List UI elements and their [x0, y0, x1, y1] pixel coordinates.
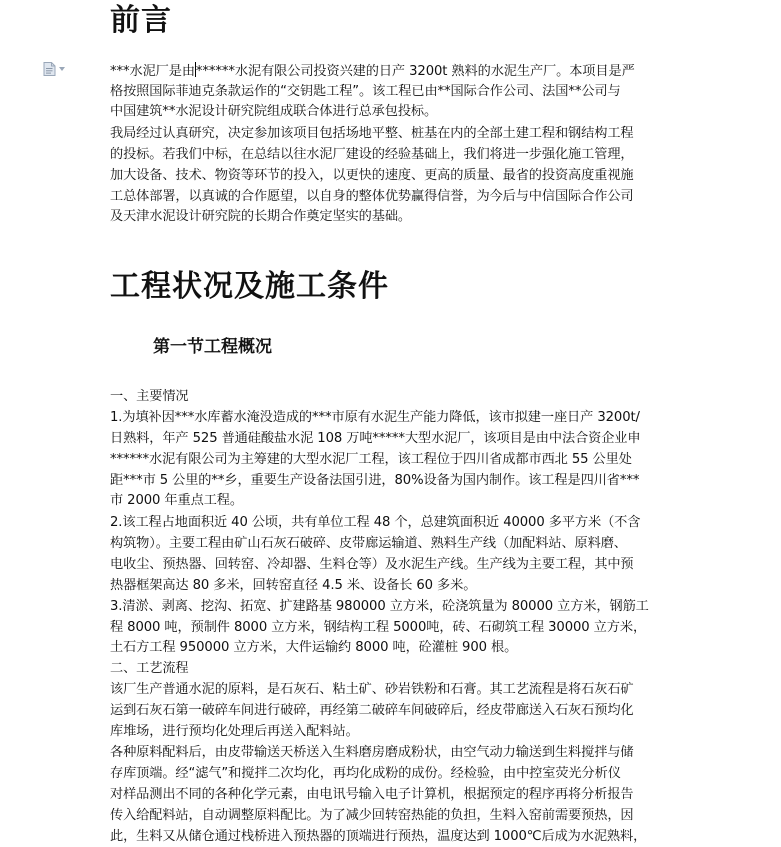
body-line-3: 日熟料，年产 525 普通硅酸盐水泥 108 万吨*****大型水泥厂，该项目是由中法合资企业申	[110, 431, 641, 446]
preface-line-8: 及天津水泥设计研究院的长期合作奠定坚实的基础。	[110, 209, 412, 224]
body-line-22: 此，生料又从储仓通过栈桥进入预热器的顶端进行预热，温度达到 1000℃后成为水泥熟料，	[110, 829, 647, 844]
body-line-11: 3.清淤、剥离、挖沟、拓宽、扩建路基 980000 立方米，砼浇筑量为 80000 立方米，钢筋工	[110, 599, 649, 614]
body-line-16: 运到石灰石第一破碎车间进行破碎，再经第二破碎车间破碎后，经皮带廊送入石灰石预均化	[110, 703, 634, 718]
body-line-14: 二、工艺流程	[110, 661, 189, 676]
body-line-5: 距***市 5 公里的**乡，重要生产设备法国引进，80%设备为国内制作。该工程是四川省***	[110, 473, 640, 488]
body-line-6: 市 2000 年重点工程。	[110, 493, 243, 508]
body-line-17: 库堆场，进行预均化处理后再送入配料站。	[110, 724, 359, 739]
preface-line-5: 的投标。若我们中标，在总结以往水泥厂建设的经验基础上，我们将进一步强化施工管理，	[110, 147, 634, 162]
body-line-10: 热器框架高达 80 多米，回转窑直径 4.5 米、设备长 60 多米。	[110, 578, 477, 593]
heading-chapter: 工程状况及施工条件	[110, 269, 389, 304]
body-line-21: 传入给配料站，自动调整原料配比。为了减少回转窑热能的负担，生料入窑前需要预热，因	[110, 808, 634, 823]
preface-line-2: 格按照国际菲迪克条款运作的“交钥匙工程”。该工程已由**国际合作公司、法国**公司与	[110, 84, 621, 99]
body-line-4: ******水泥有限公司为主筹建的大型水泥厂工程，该工程位于四川省成都市西北 55 公里处	[110, 452, 632, 467]
body-line-1: 一、主要情况	[110, 389, 189, 404]
body-line-7: 2.该工程占地面积近 40 公顷，共有单位工程 48 个，总建筑面积近 40000 多平方米（不含	[110, 515, 641, 530]
body-line-9: 电收尘、预热器、回转窑、冷却器、生料仓等）及水泥生产线。生产线为主要工程，其中预	[110, 557, 634, 572]
heading-section: 第一节工程概况	[153, 337, 272, 357]
body-line-12: 程 8000 吨，预制件 8000 立方米，钢结构工程 5000吨，砖、石砌筑工程 30000 立方米，	[110, 620, 647, 635]
preface-line-4: 我局经过认真研究，决定参加该项目包括场地平整、桩基在内的全部土建工程和钢结构工程	[110, 126, 634, 141]
body-line-8: 构筑物）。主要工程由矿山石灰石破碎、皮带廊运输道、熟料生产线（加配料站、原料磨、	[110, 536, 627, 551]
chevron-down-icon	[59, 67, 65, 71]
preface-line-6: 加大设备、技术、物资等环节的投入，以更快的速度、更高的质量、最省的投资高度重视施	[110, 168, 634, 183]
document-menu-button[interactable]	[43, 62, 69, 76]
body-line-20: 对样品测出不同的各种化学元素，由电讯号输入电子计算机，根据预定的程序再将分析报告	[110, 787, 634, 802]
preface-line-3: 中国建筑**水泥设计研究院组成联合体进行总承包投标。	[110, 104, 438, 119]
body-line-19: 存库顶端。经“滤气”和搅拌二次均化，再均化成粉的成份。经检验，由中控室荧光分析仪	[110, 766, 621, 781]
body-line-18: 各种原料配料后，由皮带输送天桥送入生料磨房磨成粉状，由空气动力输送到生料搅拌与储	[110, 745, 634, 760]
body-line-2: 1.为填补因***水库蓄水淹没造成的***市原有水泥生产能力降低，该市拟建一座日产 3200t/	[110, 410, 640, 425]
preface-line-7: 工总体部署，以真诚的合作愿望，以自身的整体优势赢得信誉，为今后与中信国际合作公司	[110, 189, 634, 204]
preface-line-1: ***水泥厂是由******水泥有限公司投资兴建的日产 3200t 熟料的水泥生产厂。本项目是严	[110, 64, 635, 79]
body-line-15: 该厂生产普通水泥的原料，是石灰石、粘土矿、砂岩铁粉和石膏。其工艺流程是将石灰石矿	[110, 682, 634, 697]
document-icon	[43, 62, 56, 76]
heading-preface: 前言	[110, 3, 172, 38]
body-line-13: 土石方工程 950000 立方米，大件运输约 8000 吨，砼灌桩 900 根。	[110, 640, 518, 655]
